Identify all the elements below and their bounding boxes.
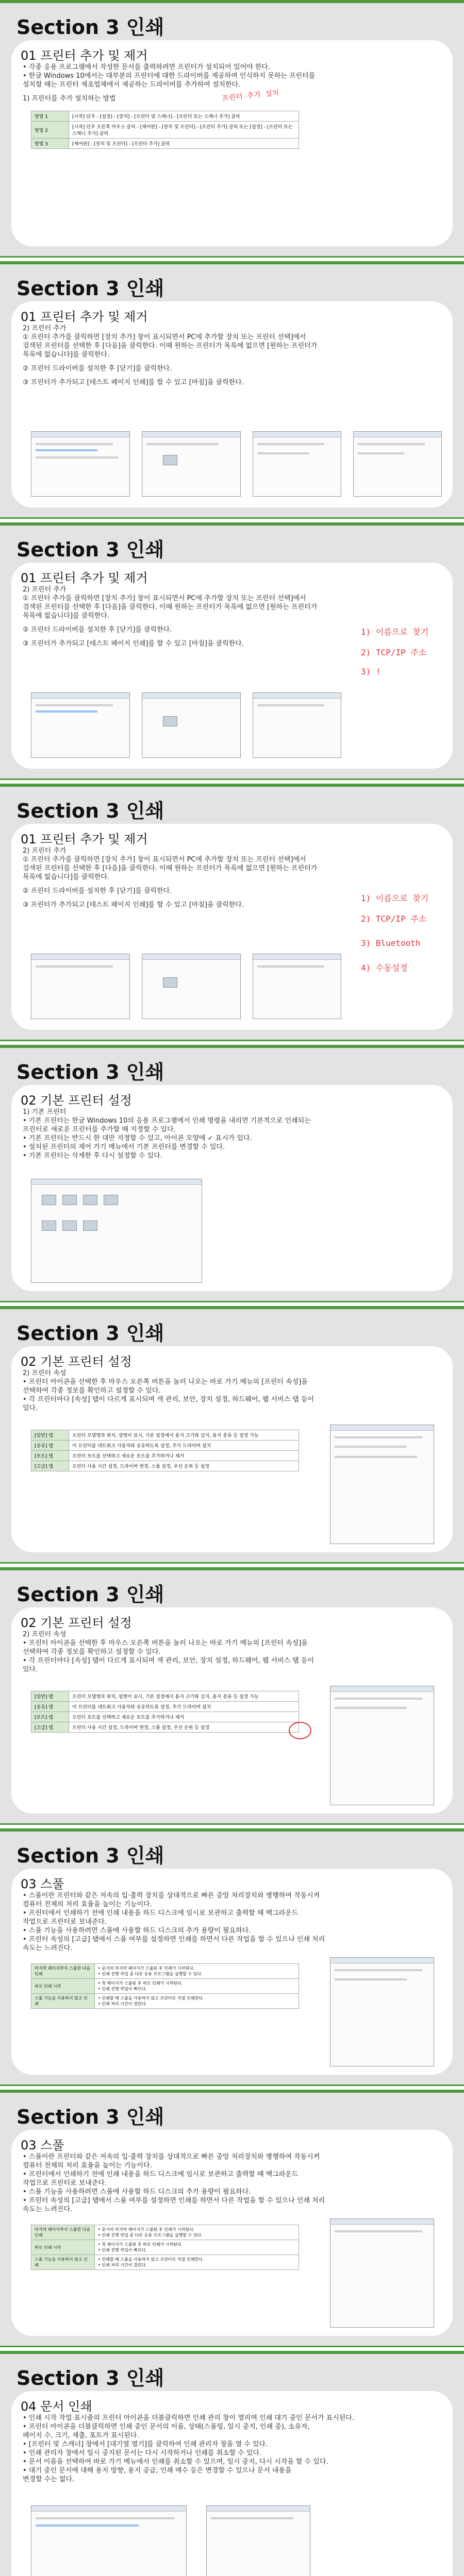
slide-top-line [0,1306,464,1309]
text-line: 변경할 수는 없다. [23,2476,75,2483]
text-line: • 설치된 프린터의 제어 가기 메뉴에서 기본 프린터를 변경할 수 있다. [23,1143,225,1151]
text-line: 작업으로 프린터로 보내준다. [23,1918,107,1926]
slide-body [23,2414,435,2484]
slide-heading: 01 프린터 추가 및 제거 [21,832,148,846]
slide-heading: 02 기본 프린터 설정 [21,1093,132,1108]
text-line: • 스풀 기능을 사용하려면 스풀에 사용할 하드 디스크의 추가 용량이 필요하다. [23,2188,251,2196]
slide-body [23,1369,435,1413]
slide-8 [0,1828,464,2086]
table-row: [공유] 탭 이 프린터를 네트워크 사용자와 공유하도록 설정, 추가 드라이버 설치 [31,1440,299,1451]
slide-heading: 03 스풀 [21,2138,64,2153]
slide-heading: 02 기본 프린터 설정 [21,1616,132,1630]
method-table [31,111,299,149]
text-line: ② 프린터 드라이버를 설치한 후 [닫기]를 클릭한다. [23,626,172,634]
slide-body [23,324,435,387]
table-row: [공유] 탭 이 프린터를 네트워크 사용자와 공유하도록 설정, 추가 드라이버 설치 [31,1702,299,1712]
text-line: 2) 프린터 속성 [23,1369,67,1377]
text-line: • 프린터 아이콘을 더블클릭하면 인쇄 중인 문서의 이름, 상태(스풀링, 일시 중지, 인쇄 중), 소유자, [23,2423,310,2431]
slide-10 [0,2351,464,2576]
properties-dialog-screenshot [330,1425,434,1544]
advanced-tab-screenshot [330,2218,434,2328]
text-line: 목록에 없습니다]를 클릭한다. [23,351,110,359]
text-line: ① 프린터 추가를 클릭하면 [장치 추가] 창이 표시되면서 PC에 추가할 장치 또는 프린터 선택]에서 [23,595,306,602]
slide-body [23,1108,435,1160]
section-title: Section 3 인쇄 [16,1583,164,1606]
section-title: Section 3 인쇄 [16,2106,164,2128]
text-line: 설치할 때는 프린터 제조업체에서 제공하는 드라이버를 추가하여 설치한다. [23,81,241,89]
handwritten-note: 2) TCP/IP 주소 [361,914,427,924]
slide-body [23,1891,435,1953]
table-row: 스풀 기능을 사용하지 않고 인쇄 • 인쇄할 때 스풀을 사용하지 않고 프린터로 직접 인쇄한다. • 인쇄 처리 시간이 걸린다. [31,2255,299,2270]
section-title: Section 3 인쇄 [16,2367,164,2389]
slide-5 [0,1045,464,1302]
text-line: • 프린터 속성의 [고급] 탭에서 스풀 여부를 설정하면 인쇄를 하면서 다른 작업을 할 수 있으나 인쇄 처리 [23,1936,325,1943]
text-line: 검색된 프린터를 선택한 후 [다음]을 클릭한다. 이때 원하는 프린터가 목록에 없으면 [원하는 프린터가 [23,342,318,350]
slide-top-line [0,2090,464,2093]
text-line: • 기본 프린터는 한글 Windows 10의 응용 프로그램에서 인쇄 명령을 내리면 기본적으로 인쇄되는 [23,1117,311,1125]
handwritten-note: 3) Bluetooth [361,938,421,948]
text-line: 목록에 없습니다]를 클릭한다. [23,873,110,881]
text-line: 프린터로 새로운 프린터를 추가할 때 지정할 수 있다. [23,1126,176,1133]
handwritten-note: 1) 이름으로 찾기 [361,893,429,903]
dialog-screenshot [253,692,341,758]
text-line: ② 프린터 드라이버를 설치한 후 [닫기]를 클릭한다. [23,365,172,372]
text-line: • 문서 이름을 선택하여 바로 가기 메뉴에서 인쇄를 취소할 수 있으며, 일시 중지, 다시 시작을 할 수 있다. [23,2458,328,2466]
text-line: • 프린터 아이콘을 선택한 후 마우스 오른쪽 버튼을 눌러 나오는 바로 가기 메뉴의 [프린터 속성]을 [23,1639,308,1647]
text-line: 속도는 느려진다. [23,1944,73,1952]
text-line: ① 프린터 추가를 클릭하면 [장치 추가] 창이 표시되면서 PC에 추가할 장치 또는 프린터 선택]에서 [23,856,306,863]
properties-table [31,1691,299,1733]
text-line: • 기본 프린터는 반드시 한 대만 지정할 수 있고, 아이콘 모양에 ✓ 표시가 있다. [23,1134,252,1142]
slide-heading: 01 프린터 추가 및 제거 [21,48,148,63]
slide-heading: 04 문서 인쇄 [21,2399,92,2414]
slide-9 [0,2090,464,2347]
slide-top-line [0,2351,464,2354]
handwritten-note: 2) TCP/IP 주소 [361,648,427,657]
text-line: 속도는 느려진다. [23,2206,73,2213]
text-line: • 스풀이란 프린터와 같은 저속의 입·출력 장치를 상대적으로 빠른 중앙 처리장치와 병행하여 작동시켜 [23,1892,320,1900]
dialog-screenshot [253,954,341,1019]
printers-window-screenshot [31,1179,202,1283]
slide-top-line [0,1828,464,1832]
slide-top-line [0,1045,464,1048]
handwritten-note: 프린터 추가 설치 [221,89,280,103]
table-row: 방법 2 [시작] 단추 오른쪽 마우스 클릭 - [제어판] - [장치 및 프린터] - [프린터 추가] 클릭 또는 [설정] - [프린터 또는 스캐너 추가] 클릭 [31,122,299,139]
text-line: • 기본 프린터는 삭제한 후 다시 설정할 수 있다. [23,1152,162,1160]
spool-table [31,1963,299,2009]
section-title: Section 3 인쇄 [16,538,164,561]
slide-top-line [0,261,464,264]
slide-heading: 01 프린터 추가 및 제거 [21,310,148,324]
section-title: Section 3 인쇄 [16,1061,164,1083]
text-line: 페이지 수, 크기, 제출, 포트가 표시된다. [23,2432,139,2439]
slide-heading: 01 프린터 추가 및 제거 [21,571,148,585]
text-line: 2) 프린터 추가 [23,586,67,594]
text-line: 있다. [23,1404,38,1412]
text-line: ③ 프린터가 추가되고 [테스트 페이지 인쇄]를 할 수 있고 [마침]을 클릭한다. [23,379,244,386]
text-line: 있다. [23,1666,38,1673]
slide-heading: 03 스풀 [21,1877,64,1891]
context-menu-screenshot [206,2505,310,2576]
handwritten-note: 1) 이름으로 찾기 [361,627,429,637]
text-line: 목록에 없습니다]를 클릭한다. [23,612,110,620]
table-row: [포트] 탭 프린터 포트를 선택하고 새로운 포트를 추가하거나 제거 [31,1712,299,1722]
section-title: Section 3 인쇄 [16,800,164,822]
table-row: 방법 3 [제어판] - [장치 및 프린터] - [프린터 추가] 클릭 [31,139,299,149]
slide-top-line [0,0,464,3]
table-row: [포트] 탭 프린터 포트를 선택하고 새로운 포트를 추가하거나 제거 [31,1451,299,1461]
text-line: 2) 프린터 추가 [23,847,67,855]
section-title: Section 3 인쇄 [16,16,164,39]
slide-4 [0,784,464,1041]
text-line: • [프린터 및 스캐너] 창에서 [대기열 열기]를 클릭하여 인쇄 관리자 창을 열 수 있다. [23,2441,268,2448]
text-line: ③ 프린터가 추가되고 [테스트 페이지 인쇄]를 할 수 있고 [마침]을 클릭한다. [23,640,244,648]
properties-table [31,1430,299,1471]
slide-6 [0,1306,464,1564]
text-line: 선택하여 각종 정보를 확인하고 설정할 수 있다. [23,1387,161,1395]
slide-top-line [0,1567,464,1570]
dialog-screenshot [31,692,130,758]
text-line: 작업으로 프린터로 보내준다. [23,2179,107,2187]
text-line: • 인쇄 시작 작업 표시줄의 프린터 아이콘을 더블클릭하면 인쇄 관리 창이 열리며 인쇄 대기 중인 문서가 표시된다. [23,2414,355,2422]
text-line: 컴퓨터 전체의 처리 효율을 높이는 기능이다. [23,2162,152,2170]
table-row: [고급] 탭 프린터 사용 시간 설정, 드라이버 변경, 스풀 설정, 우선 순위 등 설정 [31,1461,299,1471]
text-line: 2) 프린터 속성 [23,1631,67,1638]
slide-top-line [0,522,464,526]
text-line: • 프린터에서 인쇄하기 전에 인쇄 내용을 하드 디스크에 임시로 보관하고 출력할 때 백그라운드 [23,1909,299,1917]
dialog-screenshot [253,431,341,497]
spool-table [31,2225,299,2270]
slide-1 [0,0,464,258]
text-line: • 각종 응용 프로그램에서 작성한 문서를 출력하려면 프린터가 설치되어 있어야 한다. [23,63,271,71]
slide-2 [0,261,464,519]
dialog-screenshot [142,431,241,497]
table-row: [고급] 탭 프린터 사용 시간 설정, 드라이버 변경, 스풀 설정, 우선 순위 등 설정 [31,1722,299,1733]
table-row: 바로 인쇄 시작 • 첫 페이지가 스풀된 후 바로 인쇄가 시작된다. • 인쇄 진행 작업이 빠르다. [31,1979,299,1994]
text-line: • 프린터 아이콘을 선택한 후 마우스 오른쪽 버튼을 눌러 나오는 바로 가기 메뉴의 [프린터 속성]을 [23,1378,308,1386]
handwritten-note: 4) 수동설정 [361,963,408,973]
handwritten-note: 3) ! [361,667,381,676]
section-title: Section 3 인쇄 [16,277,164,300]
text-line: ③ 프린터가 추가되고 [테스트 페이지 인쇄]를 할 수 있고 [마침]을 클릭한다. [23,901,244,909]
text-line: • 인쇄 관리자 창에서 일시 중지된 문서는 다시 시작하거나 인쇄를 취소할 수 있다. [23,2449,262,2457]
dialog-screenshot [31,431,130,497]
slide-3 [0,522,464,780]
table-row: [일반] 탭 프린터 모델명과 위치, 설명이 표시, 기본 설정에서 용지 크기와 급지, 용지 종류 등 설정 가능 [31,1430,299,1440]
text-line: • 프린터 속성의 [고급] 탭에서 스풀 여부를 설정하면 인쇄를 하면서 다른 작업을 할 수 있으나 인쇄 처리 [23,2197,325,2205]
text-line: 1) 프린터를 추가 설치하는 방법 [23,95,116,103]
dialog-screenshot [31,954,130,1019]
slide-body [23,1630,435,1674]
text-line: • 각 프린터마다 [속성] 탭이 다르게 표시되며 색 관리, 보안, 장치 설정, 하드웨어, 웹 서비스 탭 등이 [23,1396,314,1403]
table-row: 마지막 페이지까지 스풀한 다음 인쇄 • 문서의 마지막 페이지가 스풀된 후 인쇄가 시작된다. • 인쇄 진행 작업 중 다른 응용 프로그램을 실행할 수 있다. [31,2225,299,2240]
text-line: 2) 프린터 추가 [23,325,67,332]
text-line: 컴퓨터 전체의 처리 효율을 높이는 기능이다. [23,1901,152,1908]
text-line: 검색된 프린터를 선택한 후 [다음]을 클릭한다. 이때 원하는 프린터가 목록에 없으면 [원하는 프린터가 [23,603,318,611]
text-line: 1) 기본 프린터 [23,1108,67,1116]
text-line: • 스풀 기능을 사용하려면 스풀에 사용할 하드 디스크의 추가 용량이 필요하다. [23,1927,251,1935]
advanced-tab-screenshot [330,1957,434,2066]
slide-top-line [0,784,464,787]
text-line: • 각 프린터마다 [속성] 탭이 다르게 표시되며 색 관리, 보안, 장치 설정, 하드웨어, 웹 서비스 탭 등이 [23,1657,314,1665]
dialog-screenshot [142,954,241,1019]
dialog-screenshot [142,692,241,758]
text-line: ② 프린터 드라이버를 설치한 후 [닫기]를 클릭한다. [23,887,172,895]
table-row: [일반] 탭 프린터 모델명과 위치, 설명이 표시, 기본 설정에서 용지 크기와 급지, 용지 종류 등 설정 가능 [31,1691,299,1702]
slide-heading: 02 기본 프린터 설정 [21,1354,132,1369]
text-line: • 한글 Windows 10에서는 대부분의 프린터에 대한 드라이버를 제공하며 인식하지 못하는 프린터를 [23,72,316,80]
section-title: Section 3 인쇄 [16,1844,164,1867]
red-annotation-circle [289,1722,311,1739]
text-line: • 프린터에서 인쇄하기 전에 인쇄 내용을 하드 디스크에 임시로 보관하고 출력할 때 백그라운드 [23,2171,299,2178]
slide-body [23,585,435,648]
text-line: • 스풀이란 프린터와 같은 저속의 입·출력 장치를 상대적으로 빠른 중앙 처리장치와 병행하여 작동시켜 [23,2153,320,2161]
print-queue-screenshot [31,2505,187,2576]
slide-7 [0,1567,464,1825]
dialog-screenshot [353,431,442,497]
table-row: 스풀 기능을 사용하지 않고 인쇄 • 인쇄할 때 스풀을 사용하지 않고 프린터로 직접 인쇄한다. • 인쇄 처리 시간이 걸린다. [31,1994,299,2009]
slide-body [23,2153,435,2214]
text-line: • 대기 중인 문서에 대해 용지 방향, 용지 공급, 인쇄 매수 등은 변경할 수 있으나 문서 내용을 [23,2467,292,2475]
section-title: Section 3 인쇄 [16,1322,164,1345]
text-line: ① 프린터 추가를 클릭하면 [장치 추가] 창이 표시되면서 PC에 추가할 장치 또는 프린터 선택]에서 [23,333,306,341]
table-row: 방법 1 [시작] 단추 - [설정] - [장치] - [프린터 및 스캐너] - [프린터 또는 스캐너 추가] 클릭 [31,111,299,122]
text-line: 선택하여 각종 정보를 확인하고 설정할 수 있다. [23,1648,161,1656]
properties-dialog-screenshot [330,1686,434,1805]
text-line: 검색된 프린터를 선택한 후 [다음]을 클릭한다. 이때 원하는 프린터가 목록에 없으면 [원하는 프린터가 [23,865,318,872]
table-row: 마지막 페이지까지 스풀한 다음 인쇄 • 문서의 마지막 페이지가 스풀된 후 인쇄가 시작된다. • 인쇄 진행 작업 중 다른 응용 프로그램을 실행할 수 있다. [31,1964,299,1979]
table-row: 바로 인쇄 시작 • 첫 페이지가 스풀된 후 바로 인쇄가 시작된다. • 인쇄 진행 작업이 빠르다. [31,2240,299,2255]
